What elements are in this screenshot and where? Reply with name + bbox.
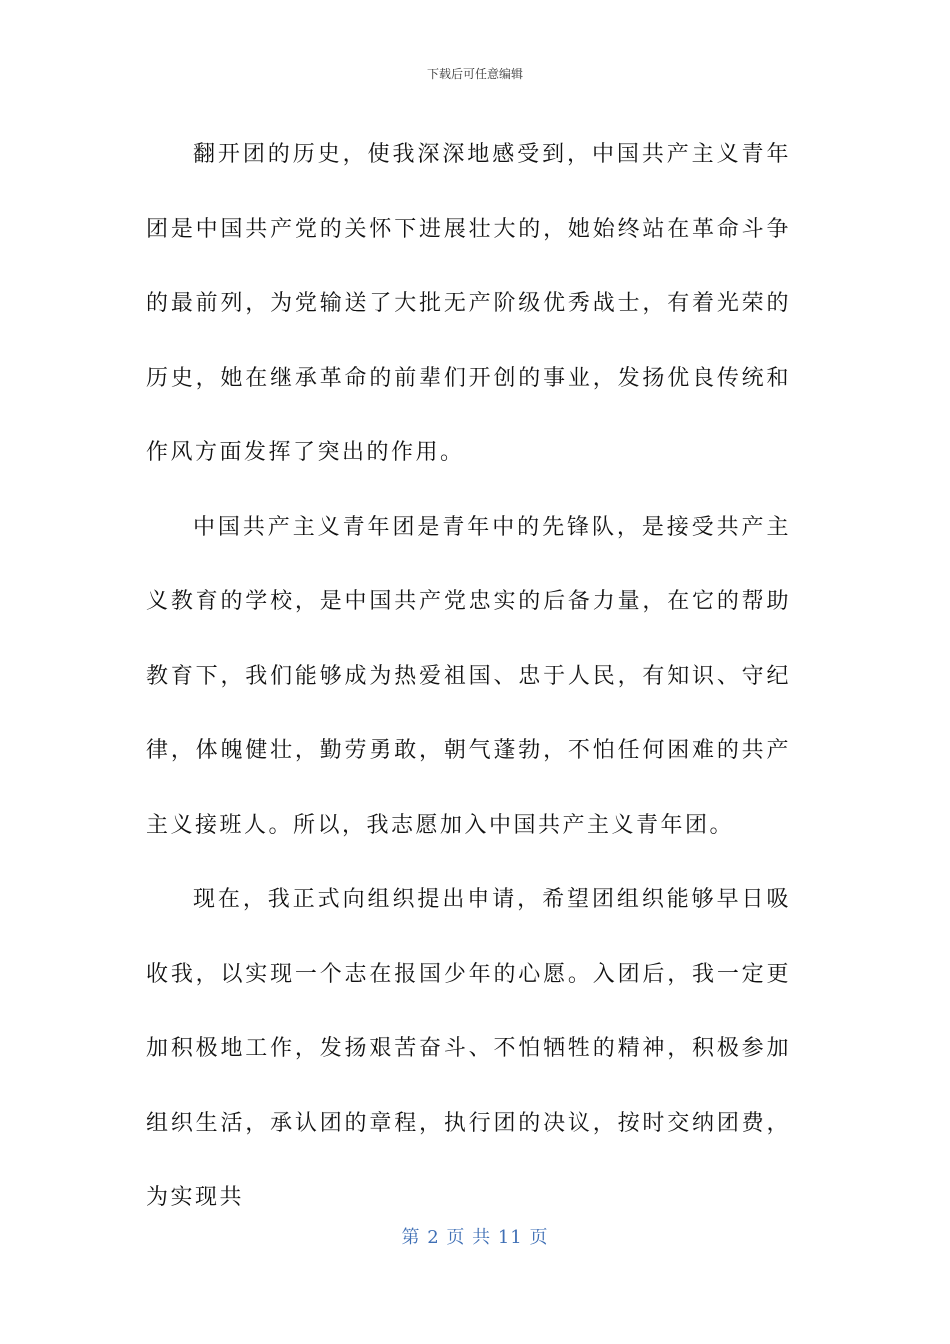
- paragraph-3: 现在，我正式向组织提出申请，希望团组织能够早日吸收我，以实现一个志在报国少年的心愿。入团后，我一定更加积极地工作，发扬艰苦奋斗、不怕牺牲的精神，积极参加组织生活，承认团的章程，执行团的决议，按时交纳团费，为实现共: [146, 887, 791, 1210]
- paragraph-2: 中国共产主义青年团是青年中的先锋队，是接受共产主义教育的学校，是中国共产党忠实的后备力量，在它的帮助教育下，我们能够成为热爱祖国、忠于人民，有知识、守纪律，体魄健壮，勤劳勇敢，朝气蓬勃，不怕任何困难的共产主义接班人。所以，我志愿加入中国共产主义青年团。: [146, 514, 791, 838]
- document-body: [146, 118, 791, 1236]
- page-header: 下载后可任意编辑: [426, 67, 523, 81]
- paragraph-1: 翻开团的历史，使我深深地感受到，中国共产主义青年团是中国共产党的关怀下进展壮大的，她始终站在革命斗争的最前列，为党输送了大批无产阶级优秀战士，有着光荣的历史，她在继承革命的前辈们开创的事业，发扬优良传统和作风方面发挥了突出的作用。: [146, 142, 791, 465]
- page-footer: 第 2 页 共 11 页: [401, 1227, 549, 1248]
